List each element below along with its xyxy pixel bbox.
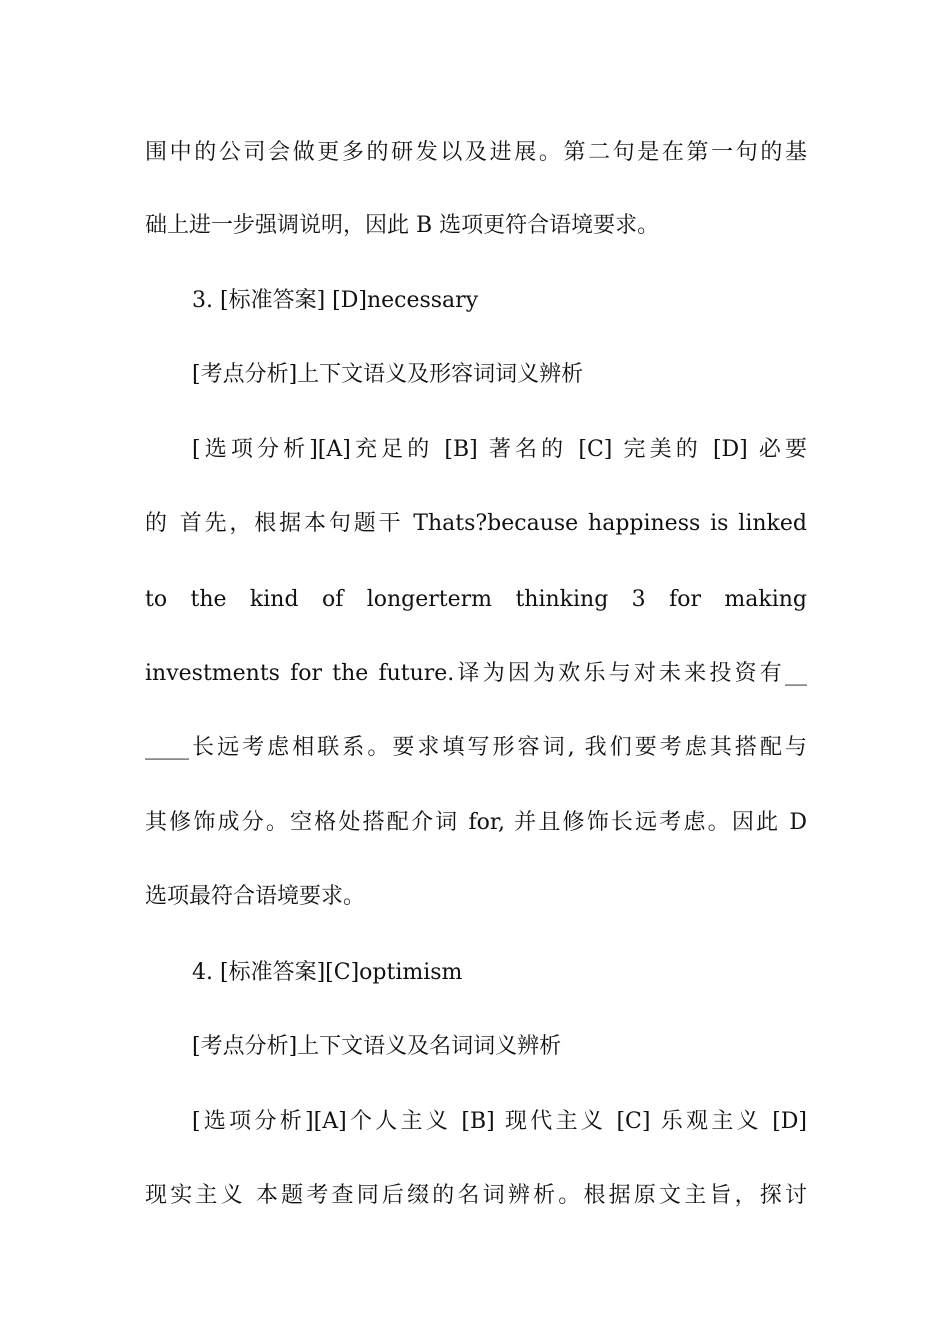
option-analysis-3-line-5: ____长远考虑相联系。要求填写形容词, 我们要考虑其搭配与 [145, 735, 807, 760]
exam-point-analysis-3: [考点分析]上下文语义及形容词词义辨析 [192, 362, 584, 387]
option-analysis-3-line-6: 其修饰成分。空格处搭配介词 for, 并且修饰长远考虑。因此 D [145, 810, 807, 835]
paragraph-line-1: 围中的公司会做更多的研发以及进展。第二句是在第一句的基 [145, 140, 807, 165]
answer-3-heading: 3. [标准答案] [D]necessary [192, 288, 479, 313]
option-analysis-3-line-4: investments for the future.译为因为欢乐与对未来投资有__ [145, 661, 807, 686]
option-analysis-3-line-1: [选项分析][A]充足的 [B] 著名的 [C] 完美的 [D] 必要 [192, 437, 807, 462]
option-analysis-3-line-7: 选项最符合语境要求。 [145, 884, 366, 909]
paragraph-line-2: 础上进一步强调说明，因此 B 选项更符合语境要求。 [145, 213, 660, 238]
option-analysis-3-line-2: 的 首先，根据本句题干 Thats?because happiness is linked [145, 511, 807, 536]
option-analysis-3-line-3: to the kind of longerterm thinking 3 for making [145, 587, 807, 612]
option-analysis-4-line-1: [选项分析][A]个人主义 [B] 现代主义 [C] 乐观主义 [D] [192, 1109, 807, 1134]
exam-point-analysis-4: [考点分析]上下文语义及名词词义辨析 [192, 1034, 562, 1059]
option-analysis-4-line-2: 现实主义 本题考查同后缀的名词辨析。根据原文主旨，探讨 [145, 1183, 807, 1208]
answer-4-heading: 4. [标准答案][C]optimism [192, 960, 463, 985]
